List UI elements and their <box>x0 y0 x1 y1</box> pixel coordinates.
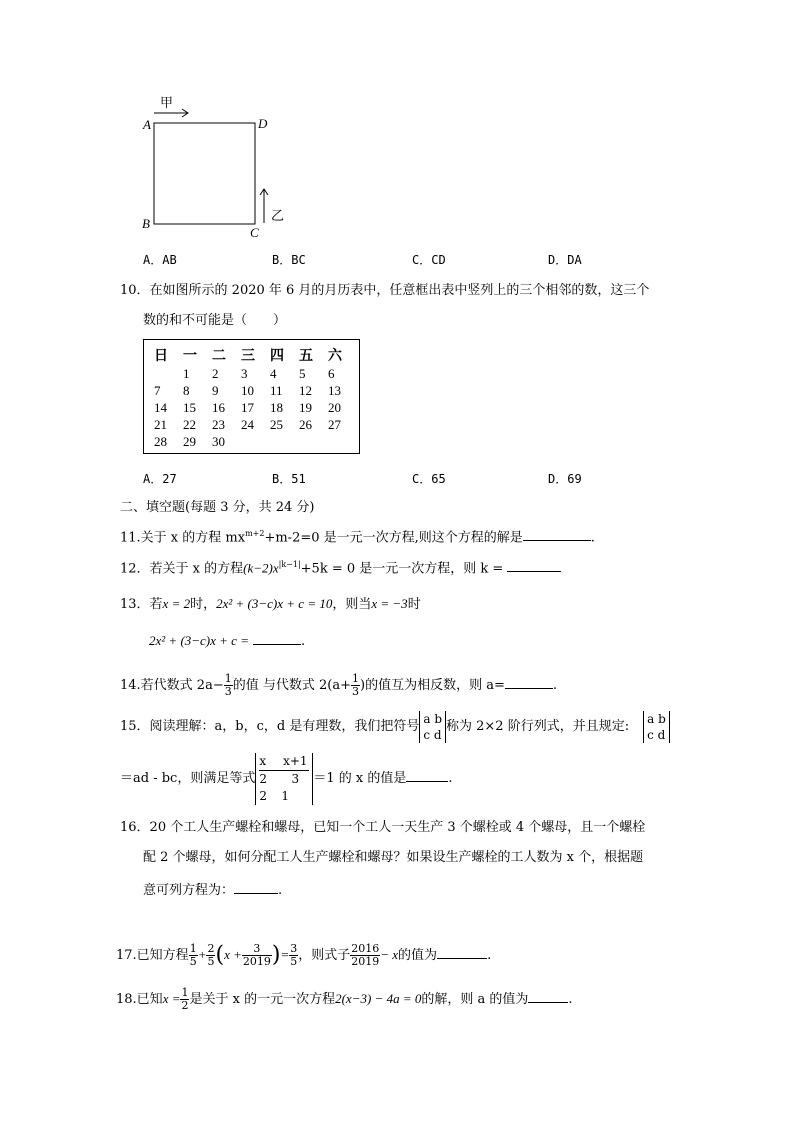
q18-frac: $\frac{1}{2}$ <box>181 986 189 1012</box>
calendar-cell: 2 <box>212 365 219 381</box>
label-d: D <box>258 116 268 131</box>
section-2-title: 二、填空题(每题 3 分，共 24 分) <box>120 500 315 515</box>
q17-equals: = <box>280 947 290 962</box>
calendar-cell: 1 <box>183 365 190 381</box>
determinant-abcd-2: a b c d <box>643 711 670 743</box>
q11-answer-blank[interactable] <box>523 528 591 541</box>
calendar-cell: 20 <box>328 399 341 415</box>
determinant-abcd: a b c d <box>419 711 446 743</box>
q16-line3-text: 意可列方程为： <box>143 883 235 898</box>
calendar-cell: 13 <box>328 382 341 398</box>
q13-end: . <box>300 634 306 649</box>
q10-option-d: D．69 <box>548 472 582 486</box>
label-b: B <box>142 216 150 231</box>
calendar-cell: 10 <box>241 382 254 398</box>
calendar-cell: 3 <box>241 365 248 381</box>
q10-line1: 10．在如图所示的 2020 年 6 月的月历表中，任意框出表中竖列上的三个相邻的数，这三个 <box>120 283 650 298</box>
q15-end: . <box>448 771 453 786</box>
q18-end: . <box>568 992 573 1007</box>
q16-line3 <box>143 881 282 899</box>
calendar-cell: 24 <box>241 416 254 432</box>
q17-minus-x: − x <box>380 947 399 962</box>
q17-frac-3: $\frac{3}{2019}$ <box>242 942 271 968</box>
q13-lead: 13．若 <box>120 597 163 612</box>
calendar-cell: 15 <box>183 399 196 415</box>
calendar-header: 二 <box>212 348 226 364</box>
q18-equation: 2(x−3) − 4a = 0 <box>335 991 422 1006</box>
calendar-cell: 6 <box>328 365 335 381</box>
q10-option-a: A．27 <box>143 472 177 486</box>
calendar-header: 五 <box>299 348 313 364</box>
calendar-row <box>154 365 357 382</box>
q13-cond: x = 2 <box>162 596 191 611</box>
calendar-cell <box>241 433 270 450</box>
calendar-cell: 7 <box>154 382 161 398</box>
calendar-cell: 28 <box>154 433 167 449</box>
q14-fraction-2: $\frac{1}{3}$ <box>352 672 359 698</box>
q15-part-c: ＝ad - bc，则满足等式 <box>120 771 256 786</box>
q18-part-a: 18.已知 <box>116 992 163 1007</box>
q14-part-a: 14.若代数式 2a− <box>120 678 224 693</box>
label-yi: 乙 <box>271 209 285 224</box>
q14-part-b: 的值 与代数式 2(a+ <box>232 678 351 693</box>
calendar-cell: 8 <box>183 382 190 398</box>
q13-cond2: x = −3 <box>371 596 408 611</box>
q18-answer-blank[interactable] <box>528 990 568 1003</box>
label-a: A <box>143 117 151 132</box>
q16-answer-blank[interactable] <box>234 881 278 894</box>
q17-end: . <box>487 948 492 963</box>
calendar-cell: 14 <box>154 399 167 415</box>
calendar-cell: 30 <box>212 433 225 449</box>
calendar-row <box>154 433 357 450</box>
q10-option-c: C．65 <box>412 472 446 486</box>
q12-rest: +5k = 0 是一元一次方程，则 k = <box>300 561 504 577</box>
q14-answer-blank[interactable] <box>505 676 553 689</box>
q11-end: . <box>590 530 595 546</box>
q15-part-a: 15．阅读理解：a，b，c，d 是有理数，我们把符号 <box>120 719 420 734</box>
calendar-header: 一 <box>183 348 197 364</box>
determinant-3x2: x x+1 2 3 2 1 <box>255 753 313 805</box>
q17-frac-2: $\frac{2}{5}$ <box>207 942 215 968</box>
q12-equation: (k−2)x <box>243 560 279 576</box>
q13-when2: 时 <box>407 597 421 612</box>
q14-end: . <box>552 678 557 693</box>
question-12 <box>120 557 561 577</box>
q13-expression: 2x² + (3−c)x + c = 10 <box>216 596 333 611</box>
q15-part-b: 称为 2×2 阶行列式，并且规定: <box>446 719 630 734</box>
q17-part-b: ，则式子 <box>298 948 351 963</box>
q13-answer-blank[interactable] <box>253 632 301 645</box>
q11-exponent: m+2 <box>245 529 265 538</box>
calendar-cell: 22 <box>183 416 196 432</box>
q9-option-a: A．AB <box>143 253 177 267</box>
calendar-cell: 12 <box>299 382 312 398</box>
q10-line2: 数的和不可能是（ ） <box>143 313 287 328</box>
q17-plus: + <box>197 947 207 962</box>
square-abcd <box>154 123 255 224</box>
calendar-header: 六 <box>328 348 342 364</box>
calendar-cell: 18 <box>270 399 283 415</box>
question-15-line1 <box>120 709 670 745</box>
question-11 <box>120 526 595 546</box>
q11-prefix: 11.关于 x 的方程 mx <box>120 530 246 546</box>
calendar-cell: 29 <box>183 433 196 449</box>
calendar-table <box>154 345 357 450</box>
calendar-cell: 19 <box>299 399 312 415</box>
q9-option-d: D．DA <box>548 253 582 267</box>
calendar-cell <box>154 365 183 382</box>
calendar-cell: 21 <box>154 416 167 432</box>
q14-fraction-1: $\frac{1}{3}$ <box>224 672 232 698</box>
q9-option-c: C．CD <box>412 253 446 267</box>
q17-part-a: 17.已知方程 <box>116 948 189 963</box>
calendar-row <box>154 382 357 399</box>
q13-then: ，则当 <box>332 597 372 612</box>
calendar-cell <box>270 433 299 450</box>
calendar-cell: 5 <box>299 365 306 381</box>
calendar-header-row <box>154 345 357 365</box>
calendar-cell: 27 <box>328 416 341 432</box>
calendar-header: 三 <box>241 348 255 364</box>
calendar-cell: 17 <box>241 399 254 415</box>
q18-x-eq: x = <box>162 991 181 1006</box>
question-14 <box>120 672 557 700</box>
q10-option-b: B．51 <box>272 472 306 486</box>
calendar-header: 四 <box>270 348 284 364</box>
q16-end: . <box>278 883 283 898</box>
q11-middle: +m-2=0 是一元一次方程,则这个方程的解是 <box>264 530 523 546</box>
label-jia: 甲 <box>160 96 174 111</box>
question-13-line1 <box>120 596 421 613</box>
q12-prefix: 12．若关于 x 的方程 <box>120 561 244 577</box>
label-c: C <box>250 225 259 240</box>
calendar-cell: 4 <box>270 365 277 381</box>
q17-frac-4: $\frac{3}{5}$ <box>290 942 298 968</box>
q15-part-d: ＝1 的 x 的值是 <box>313 771 407 786</box>
q16-line1: 16．20 个工人生产螺栓和螺母，已知一个工人一天生产 3 个螺栓或 4 个螺母，且一个螺栓 <box>120 820 646 835</box>
question-17: 17.已知方程 $\frac{1}{5}$ + $\frac{2}{5}$ (x + $\frac{3}{2019}$ )= $\frac{3}{5}$ ，则式子 $\frac{2016}{2019}$ − x的值为 . <box>116 942 492 968</box>
calendar-cell <box>299 433 328 450</box>
q12-exponent: |k−1| <box>278 560 301 569</box>
calendar-box <box>143 339 360 454</box>
calendar-cell <box>328 433 357 450</box>
q17-frac-1: $\frac{1}{5}$ <box>189 942 197 968</box>
calendar-cell: 9 <box>212 382 219 398</box>
calendar-cell: 11 <box>270 382 283 398</box>
q18-part-b: 是关于 x 的一元一次方程 <box>189 992 336 1007</box>
q18-part-c: 的解，则 a 的值为 <box>421 992 529 1007</box>
question-13-line2 <box>149 632 305 650</box>
q15-answer-blank[interactable] <box>406 769 448 782</box>
q17-frac-5: $\frac{2016}{2019}$ <box>351 942 380 968</box>
calendar-cell: 25 <box>270 416 283 432</box>
question-18 <box>116 984 573 1015</box>
q12-answer-blank[interactable] <box>507 559 561 572</box>
q13-when: 时， <box>190 597 217 612</box>
q9-option-b: B．BC <box>272 253 306 267</box>
q17-x-plus: x + <box>224 947 242 962</box>
calendar-row <box>154 399 357 416</box>
q13-expression2: 2x² + (3−c)x + c = <box>149 633 249 648</box>
question-15-line2 <box>120 752 452 806</box>
q17-answer-blank[interactable] <box>437 946 487 959</box>
calendar-header: 日 <box>154 348 168 364</box>
q16-line2: 配 2 个螺母，如何分配工人生产螺栓和螺母？如果设生产螺栓的工人数为 x 个，根据题 <box>143 850 644 865</box>
calendar-row <box>154 416 357 433</box>
calendar-cell: 23 <box>212 416 225 432</box>
q14-part-c: )的值互为相反数，则 a= <box>360 678 505 693</box>
q17-part-c: 的值为 <box>398 948 438 963</box>
calendar-cell: 16 <box>212 399 225 415</box>
calendar-cell: 26 <box>299 416 312 432</box>
